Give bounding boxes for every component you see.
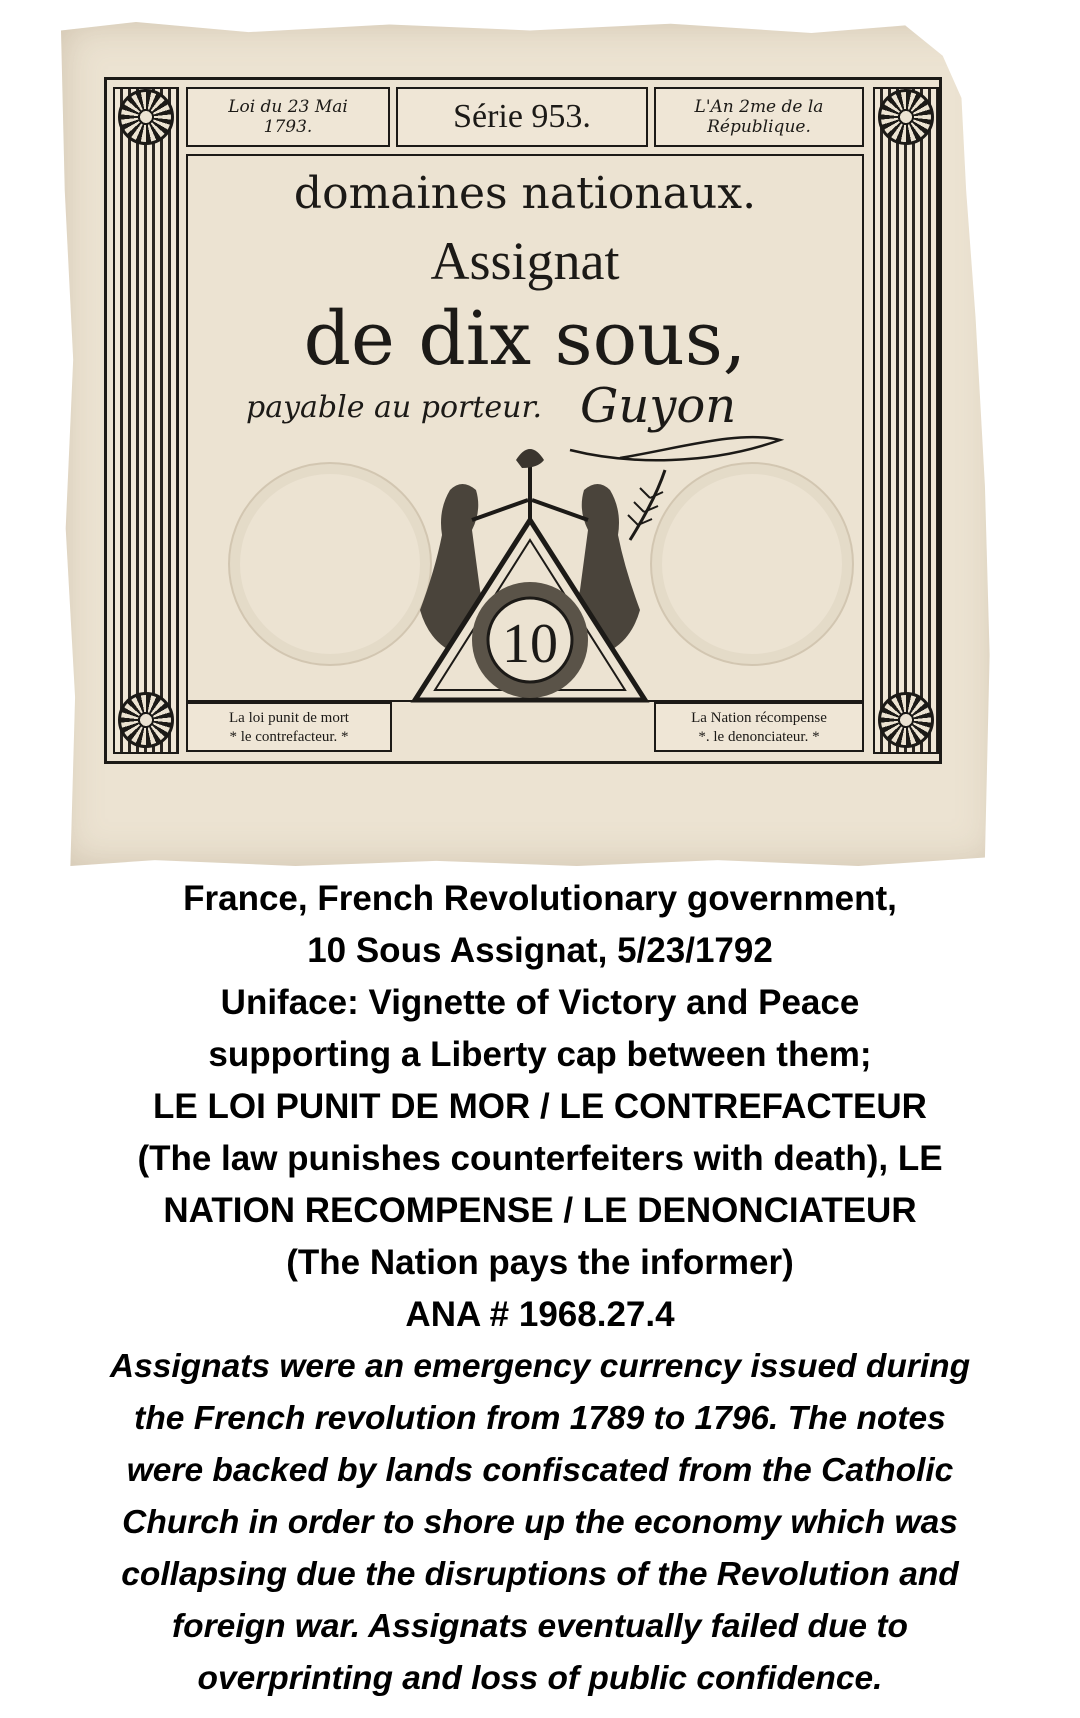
rosette-ornament-top-right bbox=[878, 89, 934, 145]
serie-box bbox=[396, 87, 648, 147]
serie-number: Série 953. bbox=[453, 98, 591, 135]
caption-line: (The Nation pays the informer) bbox=[286, 1243, 794, 1282]
law-date-line-2: 1793. bbox=[263, 117, 313, 137]
caption-line: 10 Sous Assignat, 5/23/1792 bbox=[307, 931, 773, 970]
history-line: were backed by lands confiscated from the Catholic bbox=[126, 1452, 954, 1489]
history-line: the French revolution from 1789 to 1796. The notes bbox=[134, 1400, 946, 1437]
note-heading: domaines nationaux. bbox=[293, 168, 757, 219]
note-denomination: de dix sous, bbox=[303, 296, 747, 382]
informer-reward-box bbox=[654, 702, 864, 752]
informer-reward-line-2: *. le denonciateur. * bbox=[698, 729, 820, 745]
value-numeral: 10 bbox=[502, 613, 558, 675]
rosette-ornament-bottom-left bbox=[118, 692, 174, 748]
caption-line: Uniface: Vignette of Victory and Peace bbox=[220, 983, 860, 1022]
republic-year-box bbox=[654, 87, 864, 147]
payable-text: payable au porteur. bbox=[246, 390, 543, 425]
caption-line: LE LOI PUNIT DE MOR / LE CONTREFACTEUR bbox=[153, 1087, 927, 1126]
catalog-number: ANA # 1968.27.4 bbox=[405, 1295, 675, 1334]
rosette-ornament-bottom-right bbox=[878, 692, 934, 748]
counterfeit-warning-line-2: * le contrefacteur. * bbox=[229, 729, 349, 745]
caption-line: France, French Revolutionary government, bbox=[183, 879, 897, 918]
history-line: Church in order to shore up the economy which was bbox=[122, 1504, 958, 1541]
rosette-ornament-top-left bbox=[118, 89, 174, 145]
counterfeit-warning-line-1: La loi punit de mort bbox=[229, 710, 349, 726]
republic-year-line-2: République. bbox=[707, 117, 811, 137]
history-line: collapsing due the disruptions of the Revolution and bbox=[121, 1556, 959, 1593]
caption-line: supporting a Liberty cap between them; bbox=[208, 1035, 872, 1074]
counterfeit-warning-box bbox=[186, 702, 392, 752]
history-line: overprinting and loss of public confidence. bbox=[197, 1660, 883, 1697]
caption-history-block bbox=[0, 1341, 1080, 1705]
signature: Guyon bbox=[580, 378, 737, 434]
right-embossed-seal bbox=[650, 462, 854, 666]
law-date-box bbox=[186, 87, 390, 147]
caption bbox=[0, 873, 1080, 1705]
history-line: Assignats were an emergency currency issued during bbox=[109, 1348, 971, 1385]
law-date-line-1: Loi du 23 Mai bbox=[228, 97, 348, 117]
note-title: Assignat bbox=[430, 231, 620, 291]
caption-line: (The law punishes counterfeiters with death), LE bbox=[137, 1139, 943, 1178]
history-line: foreign war. Assignats eventually failed due to bbox=[172, 1608, 908, 1645]
republic-year-line-1: L'An 2me de la bbox=[694, 97, 824, 117]
caption-description-block bbox=[0, 873, 1080, 1341]
informer-reward-line-1: La Nation récompense bbox=[691, 710, 827, 726]
victory-peace-vignette bbox=[380, 440, 680, 760]
caption-line: NATION RECOMPENSE / LE DENONCIATEUR bbox=[163, 1191, 917, 1230]
